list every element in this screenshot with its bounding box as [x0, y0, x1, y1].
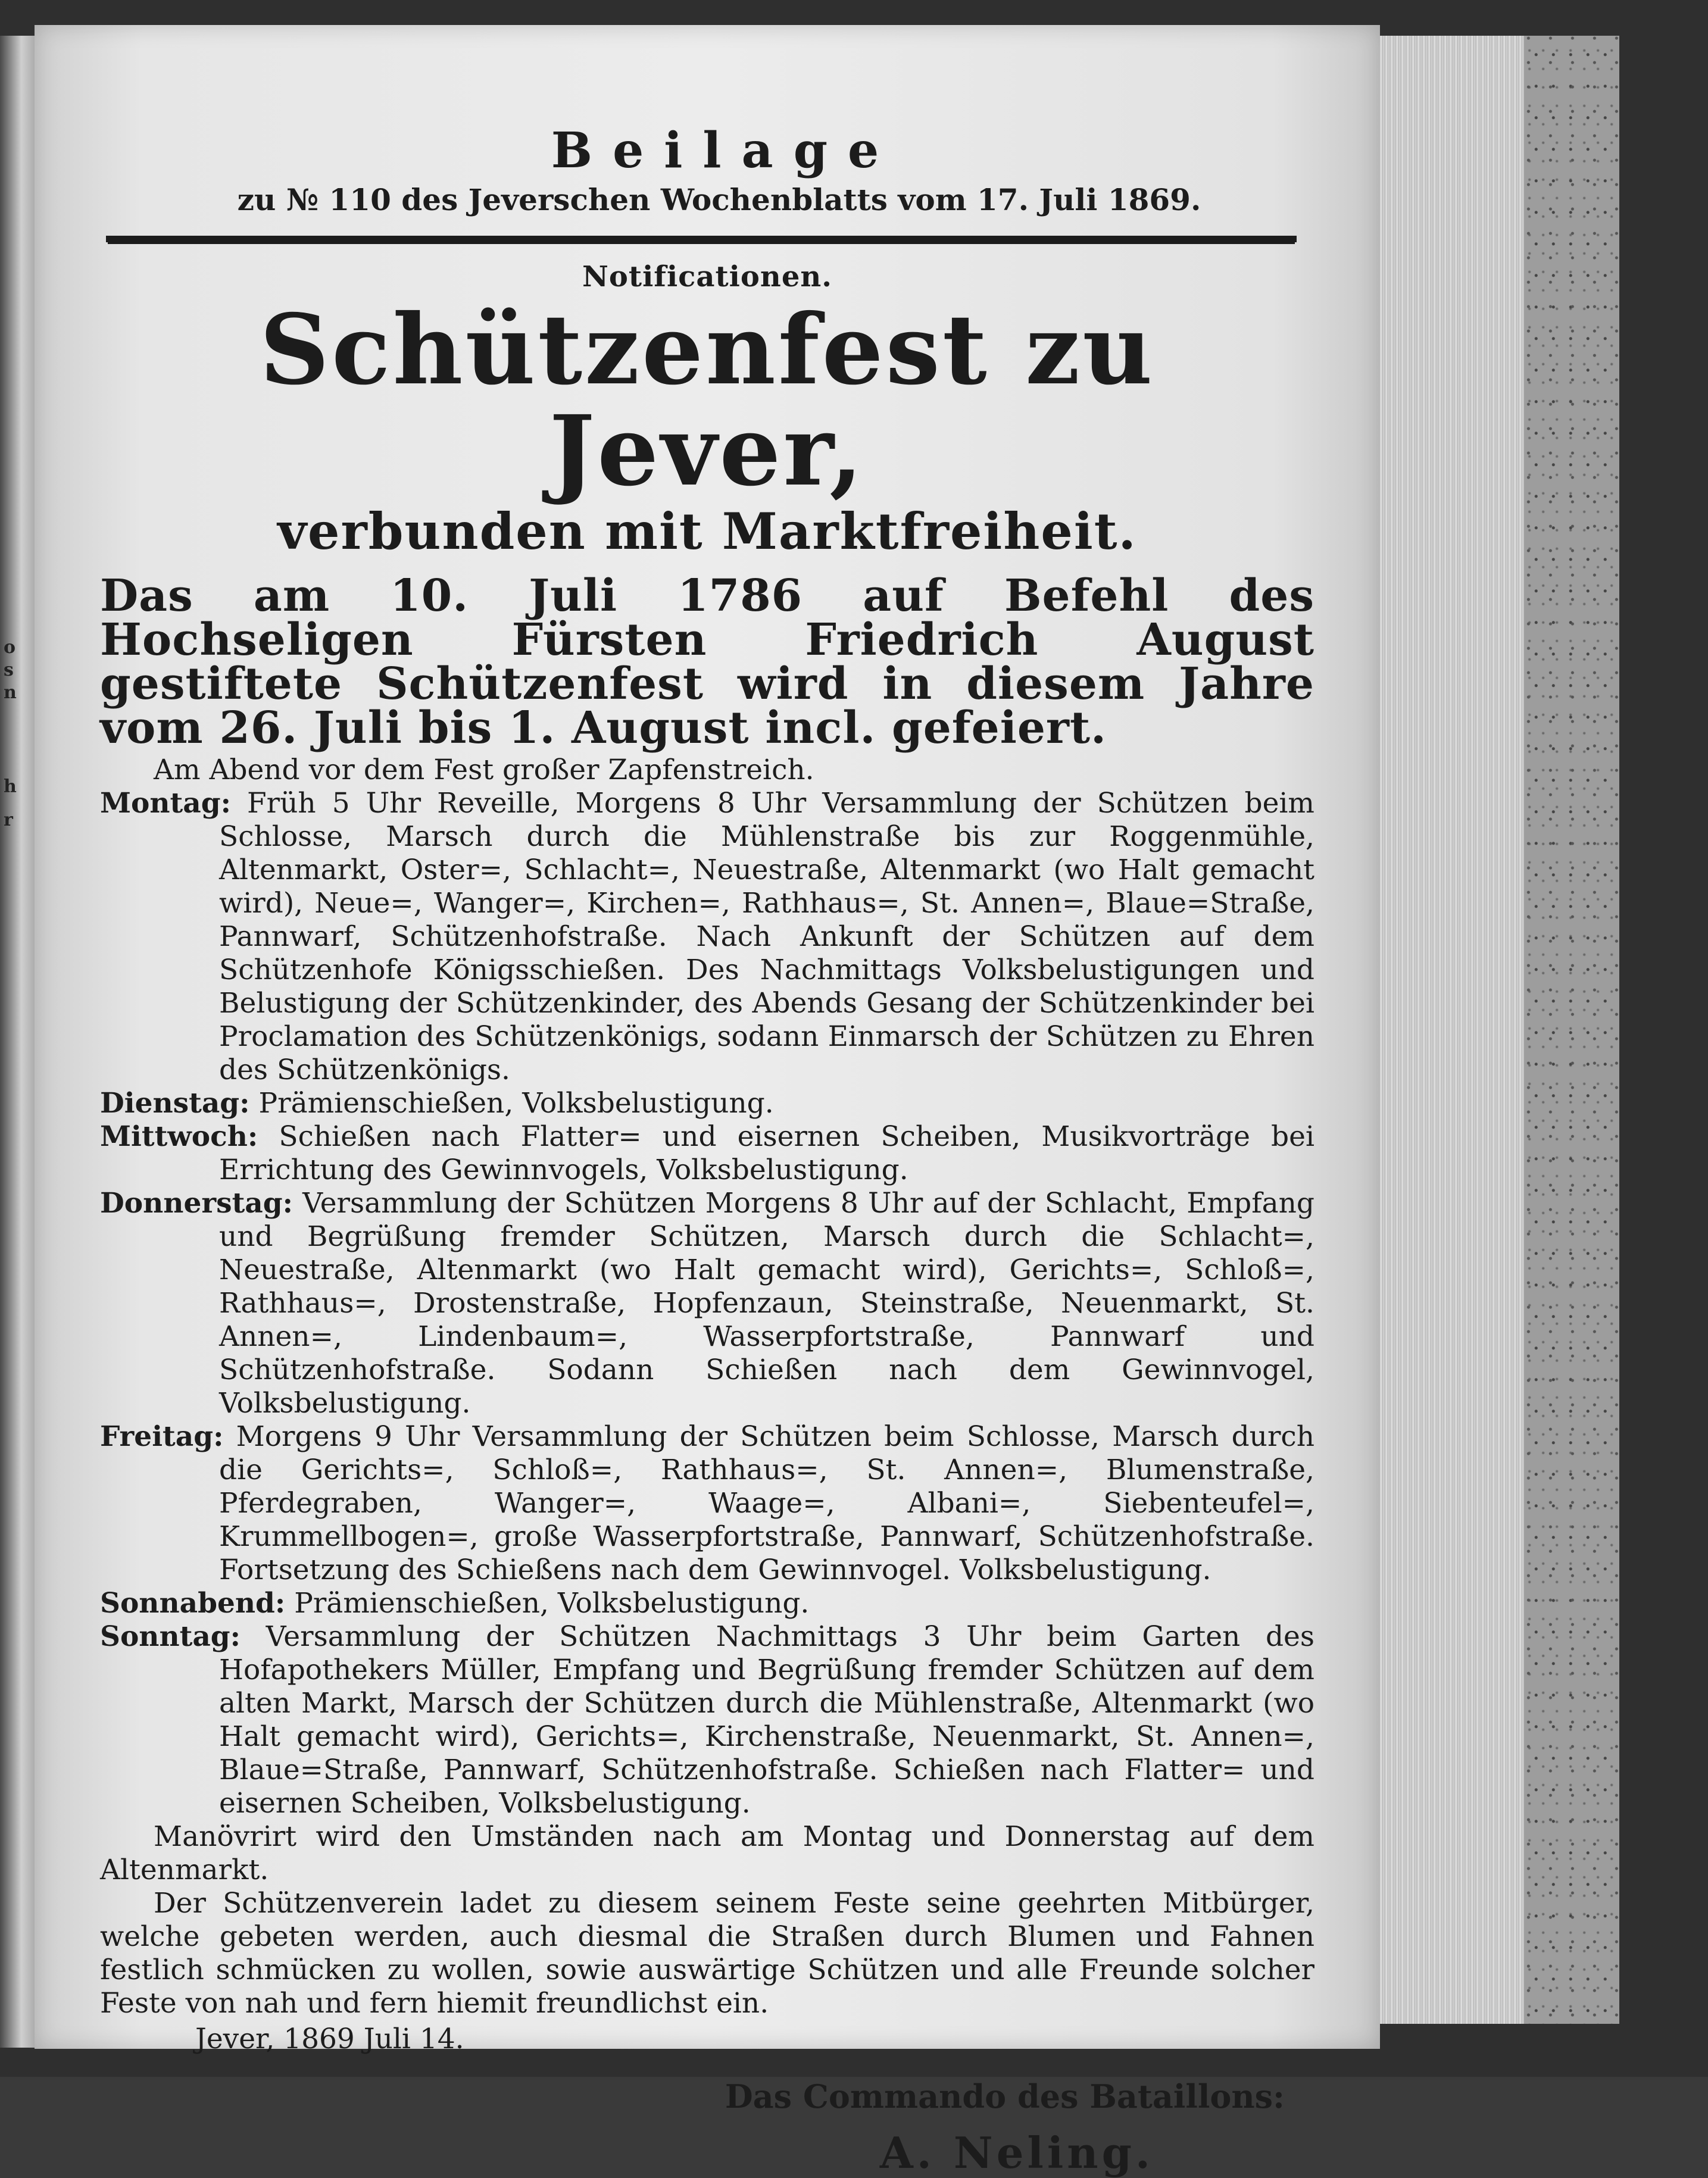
page-content	[100, 122, 1314, 2178]
intro-line: Am Abend vor dem Fest großer Zapfenstreich.	[154, 753, 814, 786]
paragraph-invitation: Der Schützenverein ladet zu diesem seinem Feste seine geehrten Mitbürger, welche gebeten werden, auch diesmal die Straßen durch Blumen und Fahnen festlich schmücken zu wollen, sowie auswärtige Schützen und alle Freunde solcher Feste von nah und fern hiemit freundlichst ein.	[100, 1886, 1314, 2020]
paragraph-manoeuvre: Manövrirt wird den Umständen nach am Montag und Donnerstag auf dem Altenmarkt.	[100, 1820, 1314, 1886]
main-title: Schützenfest zu Jever,	[260, 293, 1155, 508]
day-label: Freitag:	[100, 1420, 224, 1453]
main-subtitle: verbunden mit Marktfreiheit.	[277, 502, 1137, 561]
signature: A. Neling.	[879, 2127, 1154, 2178]
day-text: Prämienschießen, Volksbelustigung.	[294, 1586, 810, 1620]
supplement-subtitle: zu № 110 des Jeverschen Wochenblatts vom 17. Juli 1869.	[237, 182, 1201, 217]
edge-letter: o	[4, 637, 16, 658]
edge-letter: n	[4, 682, 17, 703]
day-label: Donnerstag:	[100, 1186, 293, 1220]
day-label: Sonntag:	[100, 1620, 241, 1653]
day-text: Früh 5 Uhr Reveille, Morgens 8 Uhr Versammlung der Schützen beim Schlosse, Marsch durch die Mühlenstraße bis zur Roggenmühle, Altenmarkt, Oster=, Schlacht=, Neuestraße, Altenmarkt (wo Halt gemacht wird), Neue=, Wanger=, Kirchen=, Rathhaus=, St. Annen=, Blaue=Straße, Pannwarf, Schützenhofstraße. Nach Ankunft der Schützen auf dem Schützenhofe Königsschießen. Des Nachmittags Volksbelustigungen und Belustigung der Schützenkinder, des Abends Gesang der Schützenkinder bei Proclamation des Schützenkönigs, sodann Einmarsch der Schützen zu Ehren des Schützenkönigs.	[219, 786, 1314, 1086]
day-label: Sonnabend:	[100, 1586, 286, 1620]
schedule-entry-sonntag	[100, 1620, 1314, 1820]
day-text: Morgens 9 Uhr Versammlung der Schützen beim Schlosse, Marsch durch die Gerichts=, Schloß=, Rathhaus=, St. Annen=, Blumenstraße, Pferdegraben, Wanger=, Waage=, Albani=, Siebenteufel=, Krummellbogen=, große Wasserpfortstraße, Pannwarf, Schützenhofstraße. Fortsetzung des Schießens nach dem Gewinnvogel. Volksbelustigung.	[219, 1420, 1314, 1586]
header-rule	[106, 236, 1297, 242]
schedule-entry-montag	[100, 787, 1314, 1087]
schedule-entry-sonnabend	[100, 1587, 1314, 1620]
day-label: Dienstag:	[100, 1086, 250, 1120]
edge-letter: r	[4, 810, 13, 830]
schedule-entry-freitag	[100, 1420, 1314, 1587]
date-line: Jever, 1869 Juli 14.	[195, 2022, 464, 2055]
edge-letter: h	[4, 776, 17, 797]
schedule-entry-dienstag	[100, 1087, 1314, 1120]
day-text: Prämienschießen, Volksbelustigung.	[258, 1086, 774, 1120]
book-edge-speckle	[1524, 36, 1619, 2024]
day-label: Montag:	[100, 786, 231, 820]
day-text: Versammlung der Schützen Morgens 8 Uhr auf der Schlacht, Empfang und Begrüßung fremder Schützen, Marsch durch die Schlacht=, Neuestraße, Altenmarkt (wo Halt gemacht wird), Gerichts=, Schloß=, Rathhaus=, Drostenstraße, Hopfenzaun, Steinstraße, Neuenmarkt, St. Annen=, Lindenbaum=, Wasserpfortstraße, Pannwarf und Schützenhofstraße. Sodann Schießen nach dem Gewinnvogel, Volksbelustigung.	[219, 1186, 1314, 1420]
announcement: Das am 10. Juli 1786 auf Befehl des Hochseligen Fürsten Friedrich August gestiftete Schützenfest wird in diesem Jahre vom 26. Juli bis 1. August incl. gefeiert.	[100, 570, 1314, 754]
supplement-title: Beilage	[551, 122, 900, 179]
schedule-entry-mittwoch	[100, 1120, 1314, 1187]
day-text: Versammlung der Schützen Nachmittags 3 Uhr beim Garten des Hofapothekers Müller, Empfang und Begrüßung fremder Schützen auf dem alten Markt, Marsch der Schützen durch die Mühlenstraße, Altenmarkt (wo Halt gemacht wird), Gerichts=, Kirchenstraße, Neuenmarkt, St. Annen=, Blaue=Straße, Pannwarf, Schützenhofstraße. Schießen nach Flatter= und eisernen Scheiben, Volksbelustigung.	[219, 1620, 1314, 1820]
day-text: Schießen nach Flatter= und eisernen Scheiben, Musikvorträge bei Errichtung des Gewinnvogels, Volksbelustigung.	[219, 1120, 1314, 1186]
schedule-entry-donnerstag	[100, 1187, 1314, 1420]
edge-letter: s	[4, 660, 14, 680]
day-label: Mittwoch:	[100, 1120, 258, 1153]
facing-page-edge	[0, 36, 36, 2048]
commando-line: Das Commando des Bataillons:	[725, 2077, 1285, 2115]
section-heading: Notificationen.	[582, 260, 832, 293]
newspaper-page	[35, 25, 1380, 2178]
